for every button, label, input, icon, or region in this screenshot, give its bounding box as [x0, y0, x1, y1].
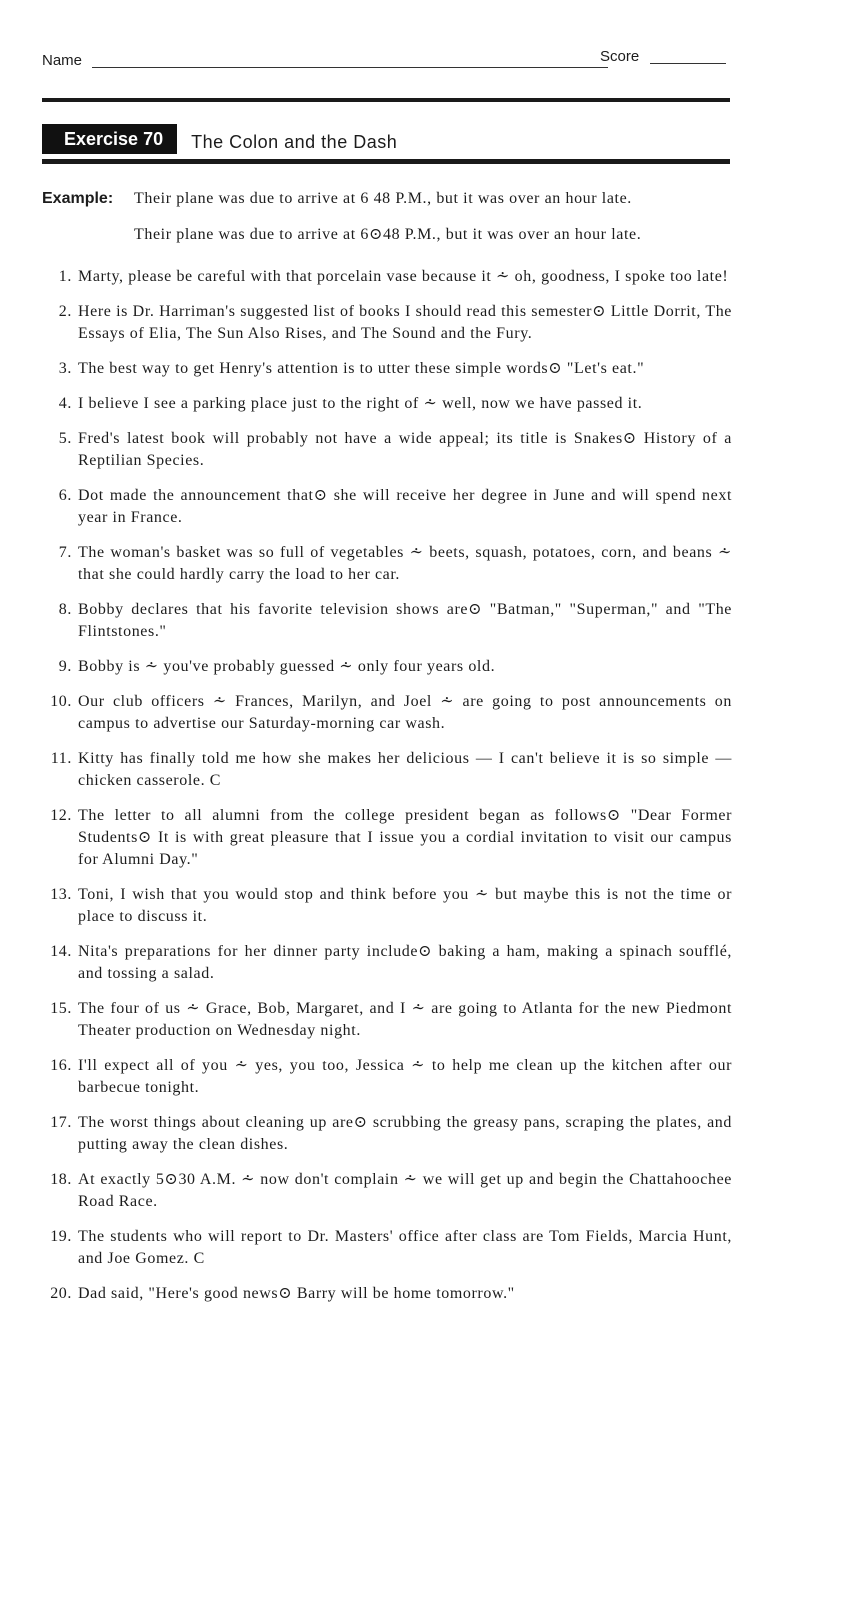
example-after: Their plane was due to arrive at 6⊙48 P.M., but it was over an hour late.: [134, 226, 642, 243]
exercise-item: [42, 542, 732, 586]
exercise-content: [42, 188, 732, 1318]
title-divider: [42, 159, 730, 164]
exercise-item: [42, 1112, 732, 1156]
exercise-item: [42, 1169, 732, 1213]
item-text: At exactly 5⊙30 A.M. ⩪ now don't complain ⩪ we will get up and begin the Chattahoochee Road Race.: [78, 1171, 732, 1210]
item-number: 14.: [50, 943, 72, 960]
item-text: Nita's preparations for her dinner party include⊙ baking a ham, making a spinach soufflé, and tossing a salad.: [78, 943, 732, 982]
exercise-item: [42, 599, 732, 643]
exercise-item: [42, 1055, 732, 1099]
exercise-item: [42, 485, 732, 529]
item-number: 9.: [58, 658, 72, 675]
exercise-title-bar: [42, 124, 397, 154]
item-number: 6.: [58, 487, 72, 504]
item-text: I'll expect all of you ⩪ yes, you too, Jessica ⩪ to help me clean up the kitchen after our barbecue tonight.: [78, 1057, 732, 1096]
exercise-item: [42, 998, 732, 1042]
item-number: 3.: [58, 360, 72, 377]
item-number: 20.: [50, 1285, 72, 1302]
exercise-item: [42, 691, 732, 735]
item-text: The four of us ⩪ Grace, Bob, Margaret, and I ⩪ are going to Atlanta for the new Piedmont Theater production on Wednesday night.: [78, 1000, 732, 1039]
item-number: 10.: [50, 693, 72, 710]
item-text: Kitty has finally told me how she makes her delicious — I can't believe it is so simple — chicken casserole. C: [78, 750, 732, 789]
exercise-item: [42, 1226, 732, 1270]
item-text: The worst things about cleaning up are⊙ scrubbing the greasy pans, scraping the plates, and putting away the clean dishes.: [78, 1114, 732, 1153]
item-text: Dad said, "Here's good news⊙ Barry will be home tomorrow.": [78, 1285, 515, 1302]
item-number: 13.: [50, 886, 72, 903]
header: [42, 48, 732, 82]
item-number: 12.: [50, 807, 72, 824]
item-number: 5.: [58, 430, 72, 447]
exercise-item: [42, 656, 732, 678]
item-number: 7.: [58, 544, 72, 561]
item-text: The students who will report to Dr. Masters' office after class are Tom Fields, Marcia Hunt, and Joe Gomez. C: [78, 1228, 732, 1267]
item-text: Fred's latest book will probably not have a wide appeal; its title is Snakes⊙ History of a Reptilian Species.: [78, 430, 732, 469]
example-before: Their plane was due to arrive at 6 48 P.M., but it was over an hour late.: [134, 190, 632, 207]
name-line: [92, 67, 608, 68]
exercise-title: The Colon and the Dash: [191, 131, 398, 152]
exercise-item: [42, 884, 732, 928]
item-text: I believe I see a parking place just to the right of ⩪ well, now we have passed it.: [78, 395, 643, 412]
exercise-item: [42, 1283, 732, 1305]
item-text: The letter to all alumni from the college president began as follows⊙ "Dear Former Students⊙ It is with great pleasure that I issue you a cordial invitation to visit our campus for Alumni Day.": [78, 807, 732, 868]
example-label: Example:: [42, 190, 114, 207]
exercise-badge: Exercise 70: [42, 124, 177, 154]
exercise-item: [42, 428, 732, 472]
score-label: Score: [600, 48, 640, 65]
item-text: Here is Dr. Harriman's suggested list of books I should read this semester⊙ Little Dorrit, The Essays of Elia, The Sun Also Rises, and The Sound and the Fury.: [78, 303, 732, 342]
item-text: The best way to get Henry's attention is to utter these simple words⊙ "Let's eat.": [78, 360, 645, 377]
item-text: The woman's basket was so full of vegetables ⩪ beets, squash, potatoes, corn, and beans ⩪ that she could hardly carry the load to her car.: [78, 544, 732, 583]
item-text: Dot made the announcement that⊙ she will receive her degree in June and will spend next year in France.: [78, 487, 732, 526]
name-label: Name: [42, 52, 83, 69]
exercise-item: [42, 748, 732, 792]
item-number: 15.: [50, 1000, 72, 1017]
item-number: 16.: [50, 1057, 72, 1074]
exercise-item: [42, 301, 732, 345]
item-text: Our club officers ⩪ Frances, Marilyn, and Joel ⩪ are going to post announcements on campus to advertise our Saturday-morning car wash.: [78, 693, 732, 732]
item-number: 17.: [50, 1114, 72, 1131]
example-block: [42, 188, 732, 246]
score-line: [650, 63, 726, 64]
item-number: 19.: [50, 1228, 72, 1245]
item-number: 2.: [58, 303, 72, 320]
item-number: 11.: [50, 750, 72, 767]
exercise-item: [42, 393, 732, 415]
item-text: Bobby is ⩪ you've probably guessed ⩪ only four years old.: [78, 658, 496, 675]
item-text: Toni, I wish that you would stop and think before you ⩪ but maybe this is not the time or place to discuss it.: [78, 886, 732, 925]
exercise-item: [42, 941, 732, 985]
exercise-item: [42, 805, 732, 871]
item-number: 4.: [58, 395, 72, 412]
exercise-item: [42, 358, 732, 380]
item-number: 1.: [58, 268, 72, 285]
exercise-item: [42, 266, 732, 288]
top-divider: [42, 98, 730, 102]
item-number: 18.: [50, 1171, 72, 1188]
item-text: Bobby declares that his favorite television shows are⊙ "Batman," "Superman," and "The Flintstones.": [78, 601, 732, 640]
exercise-items: [42, 266, 732, 1305]
item-number: 8.: [58, 601, 72, 618]
item-text: Marty, please be careful with that porcelain vase because it ⩪ oh, goodness, I spoke too late!: [78, 268, 729, 285]
